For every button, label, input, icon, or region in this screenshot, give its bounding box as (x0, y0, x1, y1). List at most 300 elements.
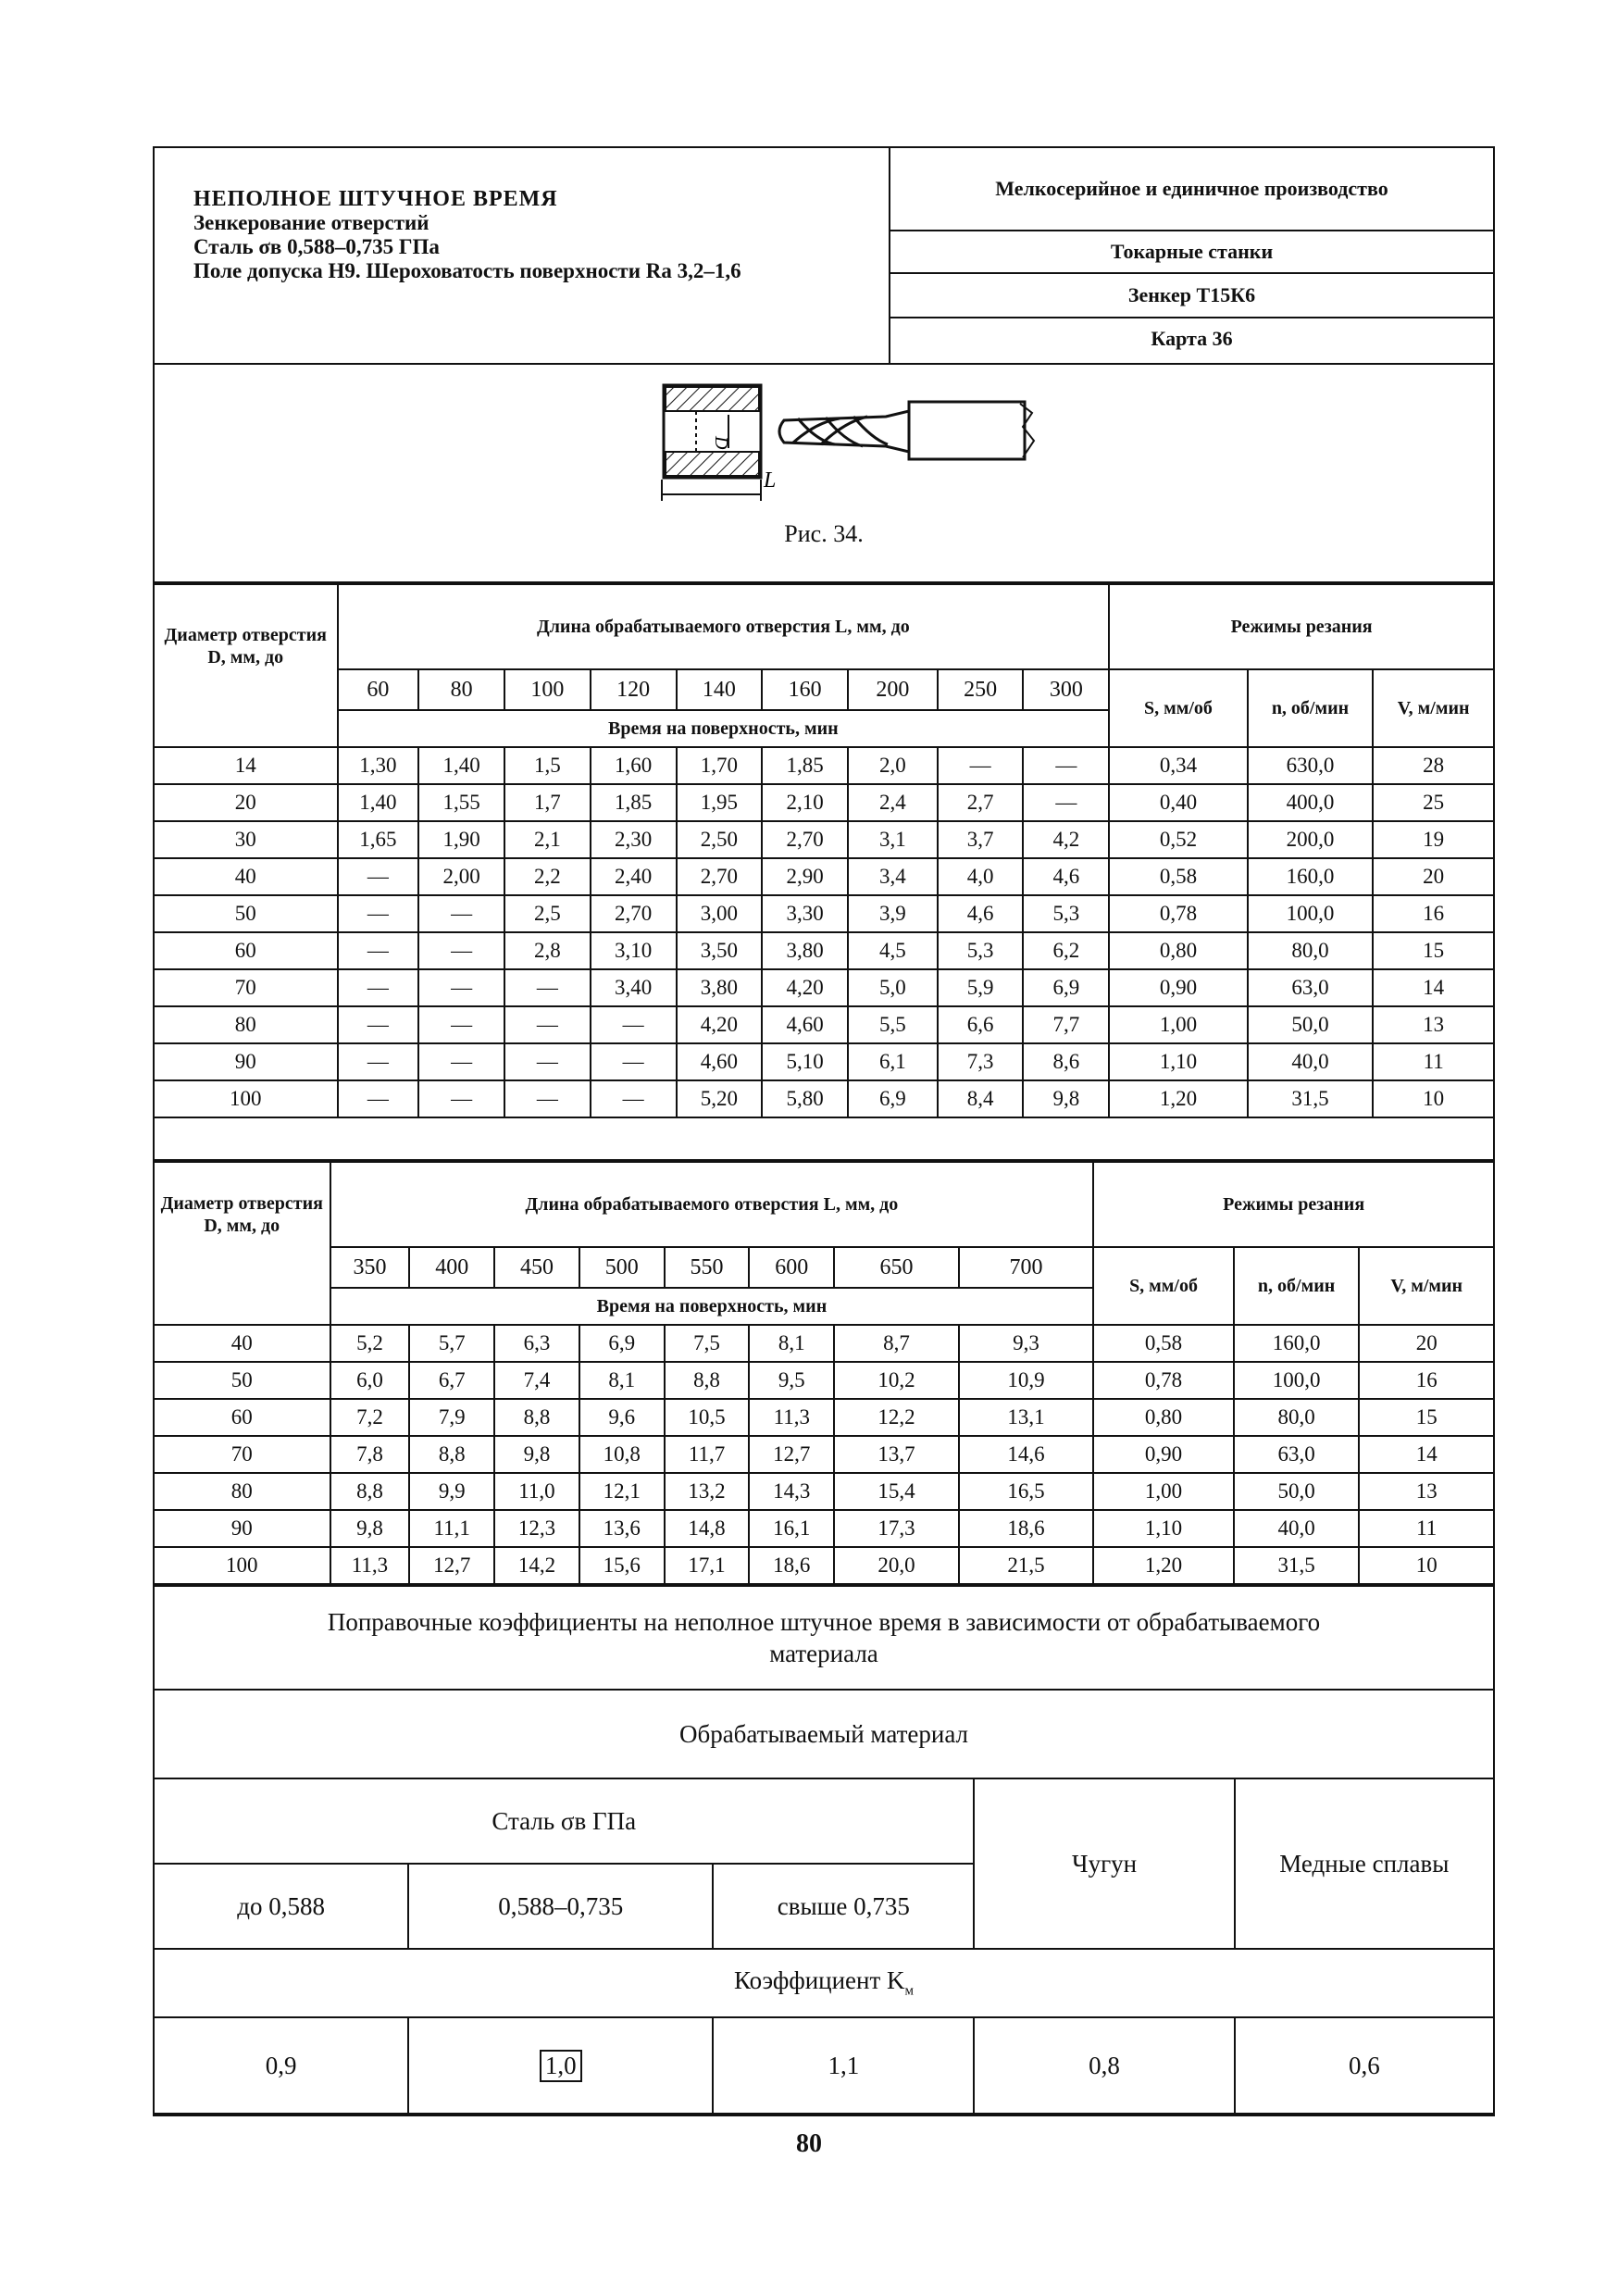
value-cell: 8,1 (579, 1362, 665, 1399)
value-cell: 9,3 (959, 1325, 1094, 1362)
value-cell: 9,9 (409, 1473, 494, 1510)
value-cell: 14,6 (959, 1436, 1094, 1473)
table-row (155, 1043, 1493, 1080)
value-cell: 0,78 (1109, 895, 1247, 932)
value-cell: 16 (1359, 1362, 1493, 1399)
value-cell: 12,3 (494, 1510, 579, 1547)
modes-header: Режимы резания (1093, 1162, 1493, 1247)
coefficient-value-cell (408, 2017, 713, 2114)
value-cell: 0,78 (1093, 1362, 1234, 1399)
value-cell: 6,9 (1023, 969, 1109, 1006)
table-row (155, 784, 1493, 821)
countersink-tool-icon (779, 402, 1034, 459)
coefficient-value: 0,9 (155, 2017, 408, 2114)
steel-range: до 0,588 (155, 1864, 408, 1949)
value-cell: 9,8 (1023, 1080, 1109, 1117)
table-row (155, 747, 1493, 784)
diameter-cell: 80 (155, 1006, 338, 1043)
value-cell: 19 (1373, 821, 1493, 858)
value-cell: 7,9 (409, 1399, 494, 1436)
table-row (155, 895, 1493, 932)
value-cell: 21,5 (959, 1547, 1094, 1584)
card-frame (153, 146, 1495, 2116)
correction-table (155, 1585, 1493, 2115)
value-cell: — (418, 1006, 504, 1043)
table-row (155, 1547, 1493, 1584)
value-cell: 4,20 (762, 969, 848, 1006)
value-cell: 15,4 (834, 1473, 959, 1510)
diameter-cell: 60 (155, 1399, 330, 1436)
countersink-drawing (645, 376, 1201, 515)
diameter-cell: 80 (155, 1473, 330, 1510)
coefficient-label: Коэффициент K (733, 1966, 905, 1995)
value-cell: 100,0 (1234, 1362, 1360, 1399)
table-row (155, 1436, 1493, 1473)
value-cell: 2,4 (848, 784, 938, 821)
value-cell: 0,52 (1109, 821, 1247, 858)
value-cell: — (338, 969, 419, 1006)
value-cell: 6,3 (494, 1325, 579, 1362)
value-cell: 11,0 (494, 1473, 579, 1510)
value-cell: 7,4 (494, 1362, 579, 1399)
figure-caption: Рис. 34. (784, 520, 864, 547)
diameter-cell: 100 (155, 1547, 330, 1584)
coefficient-value: 0,8 (974, 2017, 1234, 2114)
value-cell: — (338, 1006, 419, 1043)
value-cell: 100,0 (1248, 895, 1374, 932)
table-row (155, 858, 1493, 895)
value-cell: 13,1 (959, 1399, 1094, 1436)
value-cell: — (504, 1043, 591, 1080)
value-cell: 13,6 (579, 1510, 665, 1547)
operation-name: Зенкерование отверстий (193, 211, 429, 234)
value-cell: 1,60 (591, 747, 677, 784)
value-cell: 25 (1373, 784, 1493, 821)
value-cell: 28 (1373, 747, 1493, 784)
material-spec: Сталь σв 0,588–0,735 ГПа (193, 235, 440, 258)
value-cell: 1,95 (677, 784, 763, 821)
value-cell: 3,30 (762, 895, 848, 932)
value-cell: 0,90 (1093, 1436, 1234, 1473)
value-cell: 8,6 (1023, 1043, 1109, 1080)
value-cell: 14,2 (494, 1547, 579, 1584)
value-cell: 12,1 (579, 1473, 665, 1510)
value-cell: 2,40 (591, 858, 677, 895)
value-cell: — (504, 969, 591, 1006)
machine-type: Токарные станки (890, 231, 1493, 274)
value-cell: 4,0 (938, 858, 1024, 895)
diameter-cell: 100 (155, 1080, 338, 1117)
value-cell: 160,0 (1234, 1325, 1360, 1362)
value-cell: 5,3 (1023, 895, 1109, 932)
coefficient-value: 1,1 (713, 2017, 974, 2114)
value-cell: 3,80 (762, 932, 848, 969)
length-col: 100 (504, 669, 591, 710)
table-spacer (155, 1118, 1493, 1161)
velocity-col-header: V, м/мин (1373, 669, 1493, 747)
value-cell: 2,70 (762, 821, 848, 858)
value-cell: 8,8 (494, 1399, 579, 1436)
table-row (155, 1510, 1493, 1547)
value-cell: 3,7 (938, 821, 1024, 858)
value-cell: 2,30 (591, 821, 677, 858)
value-cell: 0,34 (1109, 747, 1247, 784)
value-cell: 3,1 (848, 821, 938, 858)
diameter-header: Диаметр отверстия D, мм, до (155, 1162, 330, 1325)
value-cell: 6,6 (938, 1006, 1024, 1043)
value-cell: 3,00 (677, 895, 763, 932)
value-cell: — (338, 895, 419, 932)
table-row (155, 932, 1493, 969)
value-cell: 0,80 (1093, 1399, 1234, 1436)
card-number: Карта 36 (1151, 327, 1233, 350)
value-cell: 4,6 (1023, 858, 1109, 895)
value-cell: 1,10 (1109, 1043, 1247, 1080)
value-cell: 1,40 (338, 784, 419, 821)
length-col: 80 (418, 669, 504, 710)
value-cell: 13,7 (834, 1436, 959, 1473)
value-cell: 50,0 (1248, 1006, 1374, 1043)
value-cell: 1,85 (591, 784, 677, 821)
diameter-cell: 90 (155, 1043, 338, 1080)
length-col: 120 (591, 669, 677, 710)
length-col: 700 (959, 1247, 1094, 1288)
value-cell: — (591, 1006, 677, 1043)
length-col: 200 (848, 669, 938, 710)
value-cell: — (591, 1043, 677, 1080)
table-row (155, 1399, 1493, 1436)
value-cell: 1,40 (418, 747, 504, 784)
value-cell: 7,2 (330, 1399, 410, 1436)
diameter-cell: 70 (155, 1436, 330, 1473)
value-cell: 3,4 (848, 858, 938, 895)
value-cell: 12,7 (409, 1547, 494, 1584)
value-cell: 11 (1373, 1043, 1493, 1080)
diameter-cell: 60 (155, 932, 338, 969)
value-cell: 14 (1359, 1436, 1493, 1473)
value-cell: 12,7 (749, 1436, 834, 1473)
value-cell: 2,2 (504, 858, 591, 895)
value-cell: — (1023, 747, 1109, 784)
value-cell: 5,10 (762, 1043, 848, 1080)
value-cell: — (418, 1043, 504, 1080)
value-cell: 3,80 (677, 969, 763, 1006)
value-cell: 5,5 (848, 1006, 938, 1043)
length-col: 300 (1023, 669, 1109, 710)
value-cell: 14,8 (665, 1510, 750, 1547)
value-cell: 10 (1373, 1080, 1493, 1117)
value-cell: 80,0 (1234, 1399, 1360, 1436)
value-cell: 31,5 (1248, 1080, 1374, 1117)
value-cell: — (338, 858, 419, 895)
value-cell: 5,20 (677, 1080, 763, 1117)
value-cell: 5,0 (848, 969, 938, 1006)
diameter-cell: 40 (155, 1325, 330, 1362)
modes-header: Режимы резания (1109, 584, 1493, 669)
value-cell: — (1023, 784, 1109, 821)
value-cell: 13 (1373, 1006, 1493, 1043)
value-cell: 7,7 (1023, 1006, 1109, 1043)
value-cell: 13,2 (665, 1473, 750, 1510)
time-table-1 (155, 583, 1493, 1118)
value-cell: 3,10 (591, 932, 677, 969)
value-cell: 9,6 (579, 1399, 665, 1436)
value-cell: 9,8 (330, 1510, 410, 1547)
value-cell: 400,0 (1248, 784, 1374, 821)
label-d: D (711, 436, 731, 450)
value-cell: 16,5 (959, 1473, 1094, 1510)
value-cell: 17,3 (834, 1510, 959, 1547)
value-cell: 14 (1373, 969, 1493, 1006)
value-cell: 6,9 (579, 1325, 665, 1362)
value-cell: 11,3 (330, 1547, 410, 1584)
value-cell: 2,1 (504, 821, 591, 858)
value-cell: 630,0 (1248, 747, 1374, 784)
value-cell: 4,60 (762, 1006, 848, 1043)
value-cell: 16,1 (749, 1510, 834, 1547)
value-cell: 1,00 (1109, 1006, 1247, 1043)
steel-header: Сталь σв ГПа (155, 1778, 974, 1864)
feed-col-header: S, мм/об (1109, 669, 1247, 747)
value-cell: 20,0 (834, 1547, 959, 1584)
steel-range: 0,588–0,735 (408, 1864, 713, 1949)
value-cell: — (418, 932, 504, 969)
time-header: Время на поверхность, мин (338, 710, 1110, 747)
value-cell: 6,9 (848, 1080, 938, 1117)
value-cell: — (504, 1006, 591, 1043)
value-cell: 2,70 (591, 895, 677, 932)
value-cell: 1,70 (677, 747, 763, 784)
value-cell: 1,5 (504, 747, 591, 784)
value-cell: — (338, 932, 419, 969)
figure-area (155, 365, 1493, 583)
diameter-cell: 40 (155, 858, 338, 895)
value-cell: 63,0 (1234, 1436, 1360, 1473)
value-cell: 0,80 (1109, 932, 1247, 969)
value-cell: 0,90 (1109, 969, 1247, 1006)
value-cell: 7,8 (330, 1436, 410, 1473)
value-cell: 4,20 (677, 1006, 763, 1043)
length-col: 140 (677, 669, 763, 710)
value-cell: 2,0 (848, 747, 938, 784)
value-cell: 1,00 (1093, 1473, 1234, 1510)
value-cell: 7,5 (665, 1325, 750, 1362)
material-header: Обрабатываемый материал (155, 1690, 1493, 1778)
value-cell: 4,5 (848, 932, 938, 969)
value-cell: 15 (1373, 932, 1493, 969)
table-row (155, 1362, 1493, 1399)
value-cell: 20 (1359, 1325, 1493, 1362)
value-cell: 2,90 (762, 858, 848, 895)
value-cell: 8,7 (834, 1325, 959, 1362)
value-cell: 4,2 (1023, 821, 1109, 858)
value-cell: 8,8 (330, 1473, 410, 1510)
value-cell: 4,60 (677, 1043, 763, 1080)
value-cell: 2,8 (504, 932, 591, 969)
value-cell: 12,2 (834, 1399, 959, 1436)
value-cell: 11,7 (665, 1436, 750, 1473)
value-cell: 4,6 (938, 895, 1024, 932)
value-cell: 1,65 (338, 821, 419, 858)
value-cell: — (418, 969, 504, 1006)
table-row (155, 1473, 1493, 1510)
value-cell: 5,2 (330, 1325, 410, 1362)
value-cell: 11 (1359, 1510, 1493, 1547)
value-cell: 0,40 (1109, 784, 1247, 821)
value-cell: 5,3 (938, 932, 1024, 969)
length-col: 650 (834, 1247, 959, 1288)
value-cell: 1,90 (418, 821, 504, 858)
velocity-col-header: V, м/мин (1359, 1247, 1493, 1325)
diameter-cell: 30 (155, 821, 338, 858)
time-table-2-body (155, 1325, 1493, 1584)
value-cell: 10,8 (579, 1436, 665, 1473)
value-cell: 2,10 (762, 784, 848, 821)
length-col: 160 (762, 669, 848, 710)
value-cell: 8,1 (749, 1325, 834, 1362)
copper-header: Медные сплавы (1235, 1778, 1493, 1949)
value-cell: 10,5 (665, 1399, 750, 1436)
speed-col-header: n, об/мин (1234, 1247, 1360, 1325)
value-cell: 1,55 (418, 784, 504, 821)
value-cell: 2,00 (418, 858, 504, 895)
value-cell: 9,5 (749, 1362, 834, 1399)
value-cell: 40,0 (1248, 1043, 1374, 1080)
tolerance-spec: Поле допуска Н9. Шероховатость поверхности Ra 3,2–1,6 (193, 259, 741, 282)
value-cell: 10,9 (959, 1362, 1094, 1399)
value-cell: 11,3 (749, 1399, 834, 1436)
value-cell: 17,1 (665, 1547, 750, 1584)
value-cell: 160,0 (1248, 858, 1374, 895)
coefficient-value-highlighted: 1,0 (540, 2050, 582, 2082)
value-cell: 18,6 (749, 1547, 834, 1584)
value-cell: 15,6 (579, 1547, 665, 1584)
value-cell: 13 (1359, 1473, 1493, 1510)
value-cell: 1,20 (1093, 1547, 1234, 1584)
coefficient-header (155, 1949, 1493, 2017)
value-cell: — (504, 1080, 591, 1117)
value-cell: 7,3 (938, 1043, 1024, 1080)
value-cell: 10 (1359, 1547, 1493, 1584)
cast-iron-header: Чугун (974, 1778, 1234, 1949)
diameter-cell: 50 (155, 895, 338, 932)
steel-range: свыше 0,735 (713, 1864, 974, 1949)
diameter-cell: 14 (155, 747, 338, 784)
value-cell: 14,3 (749, 1473, 834, 1510)
value-cell: 8,8 (665, 1362, 750, 1399)
length-col: 60 (338, 669, 419, 710)
diameter-header: Диаметр отверстия D, мм, до (155, 584, 338, 747)
value-cell: 15 (1359, 1399, 1493, 1436)
length-header: Длина обрабатываемого отверстия L, мм, до (338, 584, 1110, 669)
card-meta-block (890, 148, 1493, 363)
time-header: Время на поверхность, мин (330, 1288, 1094, 1325)
value-cell: 3,40 (591, 969, 677, 1006)
value-cell: 8,4 (938, 1080, 1024, 1117)
diameter-cell: 70 (155, 969, 338, 1006)
value-cell: 2,5 (504, 895, 591, 932)
length-col: 350 (330, 1247, 410, 1288)
value-cell: 11,1 (409, 1510, 494, 1547)
value-cell: 5,80 (762, 1080, 848, 1117)
tool-type: Зенкер Т15К6 (890, 274, 1493, 318)
value-cell: 3,9 (848, 895, 938, 932)
value-cell: 6,2 (1023, 932, 1109, 969)
value-cell: 2,7 (938, 784, 1024, 821)
value-cell: 20 (1373, 858, 1493, 895)
production-type: Мелкосерийное и единичное производство (890, 148, 1493, 231)
card-header (155, 148, 1493, 365)
value-cell: — (338, 1080, 419, 1117)
card-title-block (155, 148, 890, 363)
value-cell: — (938, 747, 1024, 784)
value-cell: 8,8 (409, 1436, 494, 1473)
value-cell: 1,10 (1093, 1510, 1234, 1547)
table-row (155, 821, 1493, 858)
feed-col-header: S, мм/об (1093, 1247, 1234, 1325)
value-cell: 18,6 (959, 1510, 1094, 1547)
length-header: Длина обрабатываемого отверстия L, мм, до (330, 1162, 1094, 1247)
value-cell: — (418, 1080, 504, 1117)
correction-title: Поправочные коэффициенты на неполное штучное время в зависимости от обрабатываемого материала (155, 1586, 1493, 1690)
value-cell: 200,0 (1248, 821, 1374, 858)
value-cell: 10,2 (834, 1362, 959, 1399)
length-col: 550 (665, 1247, 750, 1288)
value-cell: 0,58 (1109, 858, 1247, 895)
value-cell: 9,8 (494, 1436, 579, 1473)
value-cell: 2,70 (677, 858, 763, 895)
length-col: 500 (579, 1247, 665, 1288)
value-cell: 0,58 (1093, 1325, 1234, 1362)
value-cell: — (591, 1080, 677, 1117)
value-cell: 63,0 (1248, 969, 1374, 1006)
value-cell: 1,85 (762, 747, 848, 784)
coefficient-value: 0,6 (1235, 2017, 1493, 2114)
value-cell: 2,50 (677, 821, 763, 858)
coefficient-subscript: м (904, 1983, 915, 1999)
value-cell: 3,50 (677, 932, 763, 969)
value-cell: 1,20 (1109, 1080, 1247, 1117)
table-row (155, 969, 1493, 1006)
value-cell: 31,5 (1234, 1547, 1360, 1584)
table-row (155, 1006, 1493, 1043)
speed-col-header: n, об/мин (1248, 669, 1374, 747)
length-col: 450 (494, 1247, 579, 1288)
table-row (155, 1325, 1493, 1362)
value-cell: 6,1 (848, 1043, 938, 1080)
value-cell: 40,0 (1234, 1510, 1360, 1547)
value-cell: 1,30 (338, 747, 419, 784)
length-col: 400 (409, 1247, 494, 1288)
value-cell: 50,0 (1234, 1473, 1360, 1510)
value-cell: 6,0 (330, 1362, 410, 1399)
value-cell: 5,7 (409, 1325, 494, 1362)
value-cell: — (338, 1043, 419, 1080)
value-cell: 16 (1373, 895, 1493, 932)
table-row (155, 1080, 1493, 1117)
diameter-cell: 50 (155, 1362, 330, 1399)
value-cell: 5,9 (938, 969, 1024, 1006)
length-col: 250 (938, 669, 1024, 710)
value-cell: 1,7 (504, 784, 591, 821)
value-cell: — (418, 895, 504, 932)
value-cell: 80,0 (1248, 932, 1374, 969)
page-number: 80 (796, 2129, 822, 2158)
label-l: L (764, 468, 777, 493)
diameter-cell: 20 (155, 784, 338, 821)
length-col: 600 (749, 1247, 834, 1288)
card-title: НЕПОЛНОЕ ШТУЧНОЕ ВРЕМЯ (193, 187, 558, 211)
